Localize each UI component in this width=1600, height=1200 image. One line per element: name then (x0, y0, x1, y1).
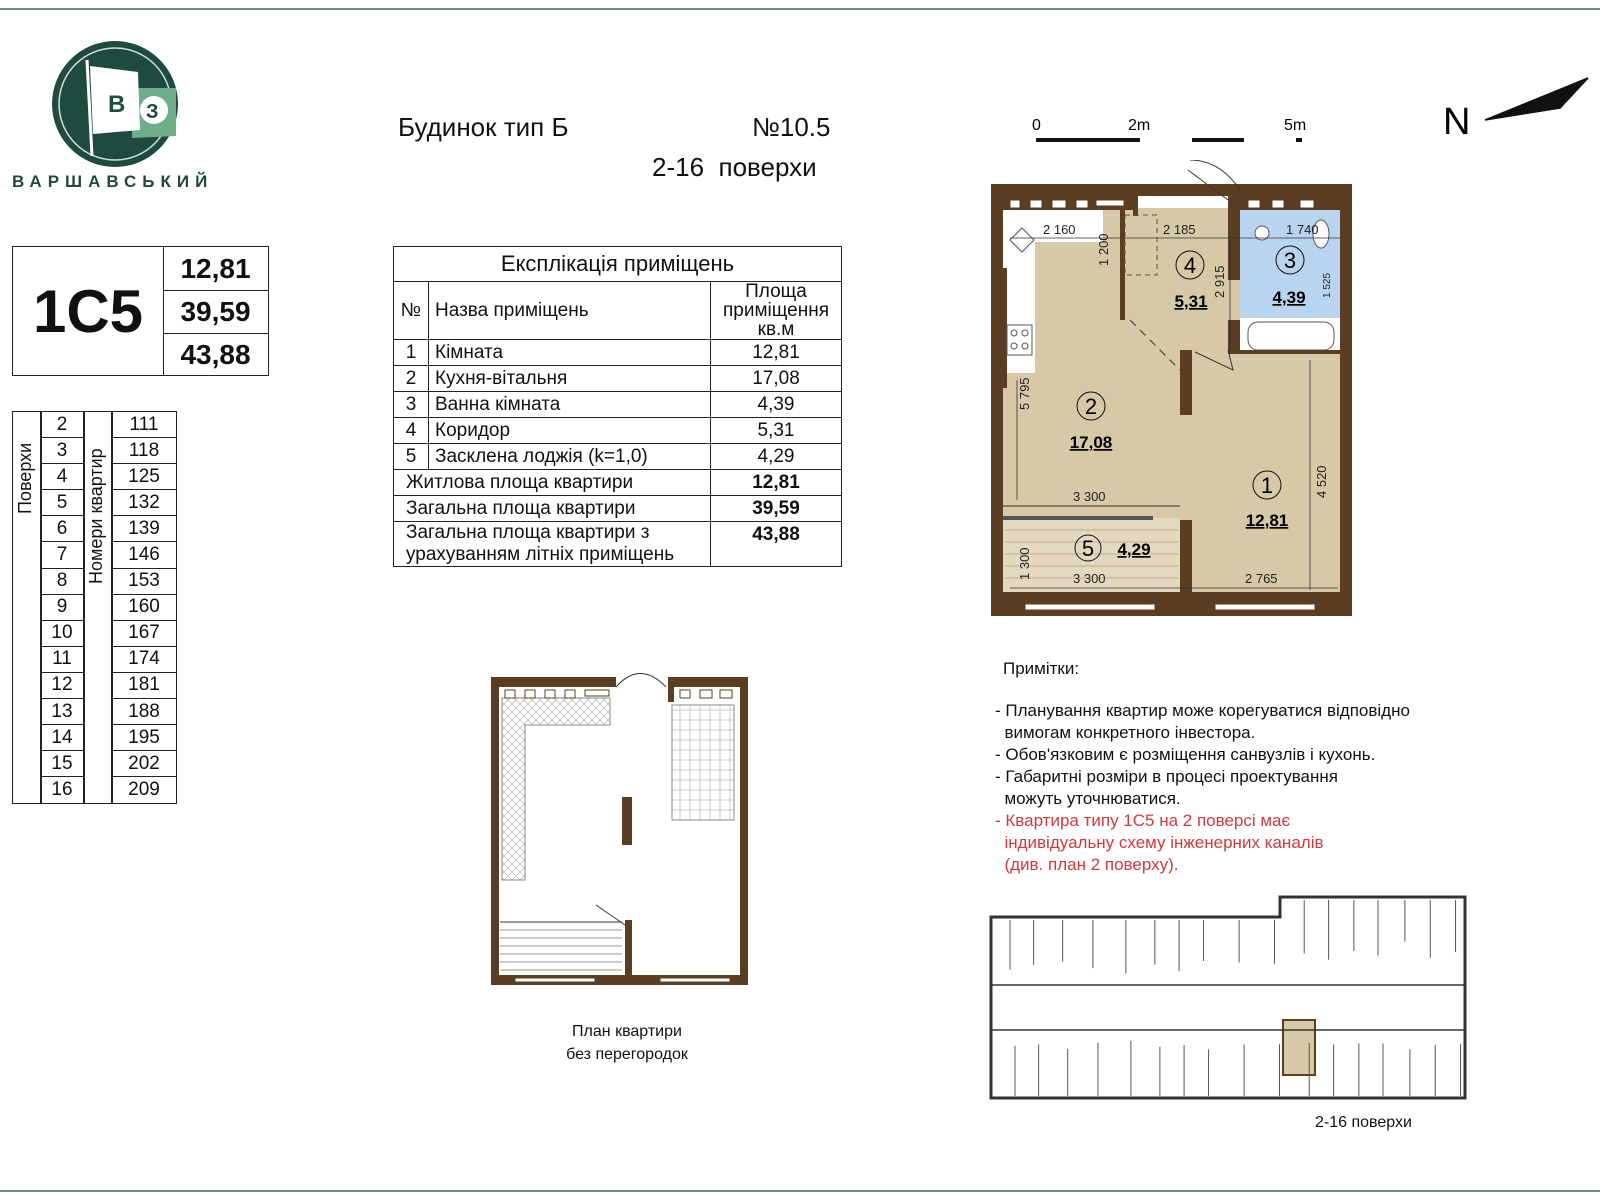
note-line: можуть уточнюватися. (995, 789, 1181, 808)
floor-number: 5 (41, 490, 83, 516)
dimension-label: 1 300 (1017, 547, 1032, 580)
floors-apartments-table (12, 411, 177, 804)
room-area: 17,08 (711, 366, 842, 392)
table-row (394, 470, 842, 496)
north-label: N (1443, 101, 1471, 143)
highlighted-apartment (1283, 1020, 1315, 1075)
note-highlight-line: (див. план 2 поверху). (995, 855, 1179, 874)
col-num-header: № (394, 282, 429, 340)
apartment-number: 188 (112, 699, 176, 725)
scale-label: 2m (1128, 117, 1151, 134)
room-area: 4,29 (711, 444, 842, 470)
table-row (394, 418, 842, 444)
total-value: 12,81 (752, 472, 800, 493)
room-explication-table (393, 246, 842, 567)
north-arrow (1440, 72, 1600, 152)
note-line: - Обов'язковим є розміщення санвузлів і кухонь. (995, 745, 1376, 764)
room-area: 12,81 (711, 340, 842, 366)
apartment-type-code: 1С5 (13, 247, 164, 375)
dimension-label: 3 300 (1073, 489, 1106, 504)
divider (83, 412, 85, 803)
dimension-label: 4 520 (1314, 465, 1329, 498)
apartment-numbers-label: Номери квартир (86, 448, 106, 584)
section-number: №10.5 (752, 112, 831, 142)
apartment-number: 139 (112, 516, 176, 542)
apartment-type-box (12, 246, 269, 376)
logo-letter: В (108, 91, 126, 118)
room-number: 1 (394, 340, 429, 366)
total-label: Житлова площа квартири (394, 470, 711, 496)
floor-number: 10 (41, 621, 83, 647)
dimension-label: 2 160 (1043, 222, 1076, 237)
building-plan-caption: 2-16 поверхи (1315, 1114, 1412, 1131)
total-label: Загальна площа квартири (394, 496, 711, 522)
scale-bar (1020, 110, 1320, 155)
room-number: 4 (1183, 253, 1197, 278)
room-number: 4 (394, 418, 429, 444)
apartment-floor-plan (985, 160, 1365, 620)
dimension-label: 1 740 (1286, 222, 1319, 237)
table-row (394, 496, 842, 522)
room-number: 2 (394, 366, 429, 392)
apartment-number: 118 (112, 438, 176, 464)
dimension-label: 2 765 (1245, 571, 1278, 586)
floor-number: 8 (41, 569, 83, 595)
room-name: Засклена лоджія (k=1,0) (429, 444, 711, 470)
room-area: 4,29 (1117, 540, 1151, 559)
col-area-line: кв.м (757, 319, 795, 340)
floor-number: 14 (41, 725, 83, 751)
floor-number: 13 (41, 699, 83, 725)
note-highlight-line: - Квартира типу 1С5 на 2 поверсі має (995, 811, 1291, 830)
col-area-line: Площа (745, 281, 807, 302)
top-border (0, 8, 1600, 10)
floor-number: 11 (41, 647, 83, 673)
note-line: - Планування квартир може корегуватися відповідно (995, 701, 1410, 720)
room-number: 3 (394, 392, 429, 418)
open-plan-caption (527, 1020, 727, 1066)
dimension-label: 1 525 (1322, 272, 1333, 298)
apartment-number: 125 (112, 464, 176, 490)
floor-number: 4 (41, 464, 83, 490)
room-name: Кімната (429, 340, 711, 366)
room-name: Ванна кімната (429, 392, 711, 418)
floor-number: 2 (41, 412, 83, 438)
total-value: 39,59 (752, 498, 800, 519)
room-number: 5 (394, 444, 429, 470)
living-area-value: 12,81 (163, 247, 268, 291)
notes-list (995, 700, 1410, 876)
table-row (394, 444, 842, 470)
note-highlight-line: індивідуальну схему інженерних каналів (995, 833, 1324, 852)
floors-label: Поверхи (15, 442, 35, 514)
apartment-number: 181 (112, 673, 176, 699)
floor-number: 9 (41, 595, 83, 621)
room-number: 1 (1260, 473, 1274, 498)
caption-line: План квартири (572, 1023, 682, 1040)
table-row (394, 522, 842, 567)
scale-label: 0 (1032, 117, 1041, 134)
dimension-label: 2 915 (1212, 265, 1227, 298)
apartment-number: 160 (112, 595, 176, 621)
scale-label: 5m (1284, 117, 1307, 134)
total-with-summer-value: 43,88 (180, 338, 251, 370)
dimension-label: 3 300 (1073, 571, 1106, 586)
dimension-label: 1 200 (1096, 233, 1111, 266)
floor-column (41, 412, 83, 803)
apartment-number: 146 (112, 542, 176, 568)
brand-name: ВАРШАВСЬКИЙ (12, 172, 214, 191)
apartment-number: 167 (112, 621, 176, 647)
table-row (394, 392, 842, 418)
note-line: вимогам конкретного інвестора. (995, 723, 1256, 742)
building-type-title: Будинок тип Б (398, 112, 569, 142)
apartment-number: 209 (128, 779, 160, 801)
note-line: - Габаритні розміри в процесі проектування (995, 767, 1338, 786)
floors-range: 2-16 поверхи (652, 152, 817, 182)
room-area: 4,39 (711, 392, 842, 418)
apartment-number: 132 (112, 490, 176, 516)
notes-title: Примітки: (1003, 659, 1080, 678)
col-name-header: Назва приміщень (429, 282, 711, 340)
floor-number: 12 (41, 673, 83, 699)
total-value: 43,88 (752, 524, 800, 545)
dimension-label: 2 185 (1163, 222, 1196, 237)
floor-number: 16 (51, 779, 73, 801)
caption-line: без перегородок (566, 1046, 688, 1063)
brand-logo (40, 38, 190, 168)
dimension-label: 5 795 (1017, 377, 1032, 410)
room-area: 5,31 (711, 418, 842, 444)
col-area-line: приміщення (722, 300, 829, 321)
open-floor-plan (485, 655, 755, 990)
apartment-number: 174 (112, 647, 176, 673)
total-label: Загальна площа квартири з урахуванням літніх приміщень (394, 522, 711, 567)
apartment-column (112, 412, 176, 803)
room-name: Коридор (429, 418, 711, 444)
apartment-number: 195 (112, 725, 176, 751)
building-floor-plan (985, 890, 1470, 1105)
total-area-value: 39,59 (163, 290, 268, 334)
apartment-number: 202 (112, 751, 176, 777)
explication-title: Експлікація приміщень (394, 247, 842, 282)
col-area-header (711, 282, 842, 340)
room-area: 12,81 (1245, 511, 1289, 530)
floor-number: 3 (41, 438, 83, 464)
room-area: 4,39 (1272, 288, 1306, 307)
logo-letter: З (146, 101, 159, 123)
room-number: 3 (1283, 248, 1297, 273)
floor-number: 15 (41, 751, 83, 777)
room-number: 2 (1084, 394, 1098, 419)
room-area: 17,08 (1069, 433, 1113, 452)
floor-number: 7 (41, 542, 83, 568)
floor-number: 6 (41, 516, 83, 542)
table-row (394, 366, 842, 392)
bottom-border (0, 1190, 1600, 1192)
room-area: 5,31 (1174, 292, 1208, 311)
table-row (394, 340, 842, 366)
apartment-number: 153 (112, 569, 176, 595)
room-name: Кухня-вітальня (429, 366, 711, 392)
apartment-number: 111 (112, 412, 176, 438)
room-number: 5 (1081, 536, 1095, 561)
